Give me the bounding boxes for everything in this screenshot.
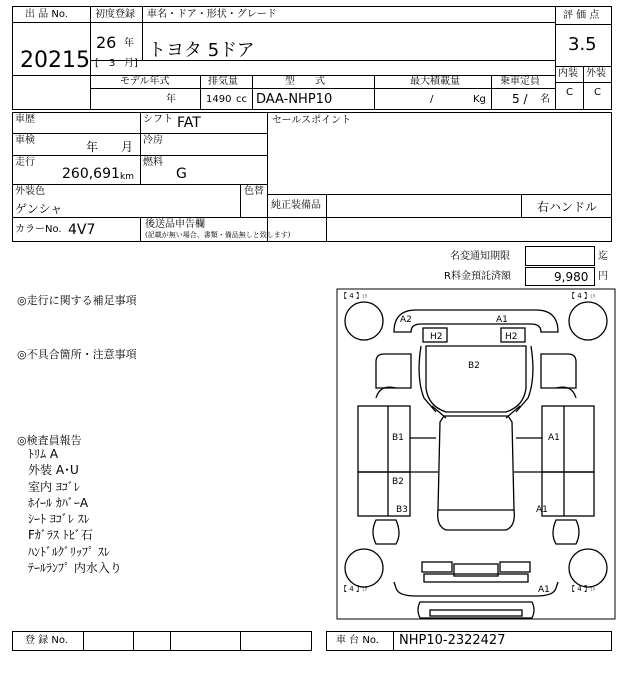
car-name: トヨタ 5ドア: [148, 40, 255, 61]
tire-bl-label: 【 4 】: [340, 585, 363, 593]
model-code: DAA-NHP10: [256, 92, 333, 107]
lot-no-label: 出 品 No.: [25, 9, 68, 20]
mark-b3-left: B3: [396, 505, 408, 515]
lot-no: 20215: [20, 48, 90, 73]
sales-point-label: セールスポイント: [272, 115, 352, 126]
mileage-label: 走行: [15, 157, 35, 168]
car-name-label: 車名・ドア・形状・グレード: [147, 9, 277, 20]
overall-grade: 3.5: [568, 34, 597, 55]
inspector-line: ﾄﾘﾑ A: [28, 447, 59, 461]
tire-bl-unit: ﾐﾘ: [362, 587, 368, 593]
model-year-label: モデル年式: [120, 76, 170, 87]
tire-tr-label: 【 4 】: [568, 292, 591, 300]
tire-front-right: [569, 302, 607, 340]
inspector-report-title: ◎検査員報告: [17, 434, 82, 447]
tire-br-label: 【 4 】: [568, 585, 591, 593]
fuel: G: [176, 166, 187, 182]
fuel-label: 燃料: [143, 157, 163, 168]
tire-br-unit: ﾐﾘ: [590, 587, 596, 593]
inspector-line: ﾊﾝﾄﾞﾙｸﾞﾘｯﾌﾟ ｽﾚ: [28, 544, 110, 559]
chassis-no: NHP10-2322427: [399, 633, 506, 648]
chassis-label: 車 台 No.: [336, 635, 379, 646]
recycle-value: 9,980: [554, 270, 589, 284]
max-load: /: [430, 94, 434, 105]
mark-a2-front: A2: [400, 315, 412, 325]
capacity-label: 乗車定員: [500, 76, 540, 87]
capacity: 5 /: [512, 92, 528, 106]
interior-grade: C: [566, 87, 573, 98]
docs-label: 後送品申告欄: [145, 219, 205, 230]
first-reg-year: 26: [96, 33, 117, 52]
exterior-grade: C: [594, 87, 601, 98]
name-change-unit: 迄: [598, 251, 608, 262]
max-load-label: 最大積載量: [410, 76, 460, 87]
shift-label: シフト: [143, 114, 173, 125]
model-year-unit: 年: [166, 94, 176, 105]
car-diagram: [336, 288, 616, 620]
year-unit: 年: [124, 38, 134, 49]
ext-color: ゲンシャ: [15, 202, 63, 216]
first-reg-month: 3: [109, 58, 116, 69]
reg-no-label: 登 録 No.: [25, 635, 68, 646]
mark-a1-right-rear: A1: [536, 505, 548, 515]
inspection-month: 月: [121, 140, 134, 154]
grade-label: 評 価 点: [563, 10, 600, 21]
displacement: 1490: [206, 94, 232, 105]
defect-notes-title: ◎不具合箇所・注意事項: [17, 348, 137, 361]
name-change-box: [525, 246, 595, 266]
max-load-unit: Kg: [473, 94, 486, 105]
inspector-report-lines: [28, 446, 122, 576]
name-change-label: 名変通知期限: [450, 251, 510, 262]
handle: 右ハンドル: [537, 200, 598, 214]
shift-value: FAT: [177, 115, 201, 131]
mark-b1-left: B1: [392, 433, 404, 443]
equipment-label: 純正装備品: [271, 200, 321, 211]
color-no-label: カラーNo.: [15, 224, 62, 235]
exterior-label: 外装: [586, 68, 606, 79]
first-reg-month-open: [: [95, 58, 99, 69]
displacement-unit: cc: [236, 94, 247, 105]
inspector-line: ﾃｰﾙﾗﾝﾌﾟ 内水入り: [28, 561, 122, 576]
inspection-label: 車検: [15, 135, 35, 146]
inspector-line: 室内 ﾖｺﾞﾚ: [28, 479, 80, 494]
mileage: 260,691: [62, 166, 120, 182]
color-change-label: 色替: [244, 186, 264, 197]
interior-label: 内装: [558, 68, 578, 79]
inspection-year: 年: [86, 140, 99, 154]
first-reg-month-unit: 月]: [124, 58, 138, 69]
inspector-line: ﾎｲｰﾙ ｶﾊﾞｰA: [28, 495, 89, 510]
tire-rear-right: [569, 549, 607, 587]
recycle-label: R料金預託済額: [444, 271, 511, 282]
history-label: 車歴: [15, 114, 35, 125]
tire-tr-unit: ﾐﾘ: [590, 294, 596, 300]
mark-b2-left: B2: [392, 477, 404, 487]
capacity-unit: 名: [540, 94, 550, 105]
mark-h2-right: H2: [505, 332, 518, 342]
inspector-line: 外装 A･U: [28, 463, 79, 478]
inspector-line: Fｶﾞﾗｽ ﾄﾋﾞ石: [28, 528, 93, 543]
tire-tl-unit: ﾐﾘ: [362, 294, 368, 300]
mark-h2-left: H2: [430, 332, 443, 342]
displacement-label: 排気量: [208, 76, 238, 87]
first-reg-label: 初度登録: [95, 9, 135, 20]
mileage-unit: km: [120, 172, 134, 182]
docs-note: (記載が無い場合、書類・備品無しと致します): [145, 231, 291, 239]
ac-label: 冷房: [143, 135, 163, 146]
driving-notes-title: ◎走行に関する補足事項: [17, 294, 137, 307]
type-label: 型 式: [285, 76, 325, 87]
tire-rear-left: [345, 549, 383, 587]
mark-b2-hood: B2: [468, 361, 480, 371]
tire-front-left: [345, 302, 383, 340]
recycle-box: [525, 267, 595, 286]
mark-a1-front: A1: [496, 315, 508, 325]
recycle-unit: 円: [598, 271, 608, 282]
mark-a1-right: A1: [548, 433, 560, 443]
color-no: 4V7: [68, 222, 96, 238]
tire-tl-label: 【 4 】: [340, 292, 363, 300]
inspector-line: ｼｰﾄ ﾖｺﾞﾚ ｽﾚ: [28, 512, 90, 527]
ext-color-label: 外装色: [15, 186, 45, 197]
mark-a1-rear: A1: [538, 585, 550, 595]
